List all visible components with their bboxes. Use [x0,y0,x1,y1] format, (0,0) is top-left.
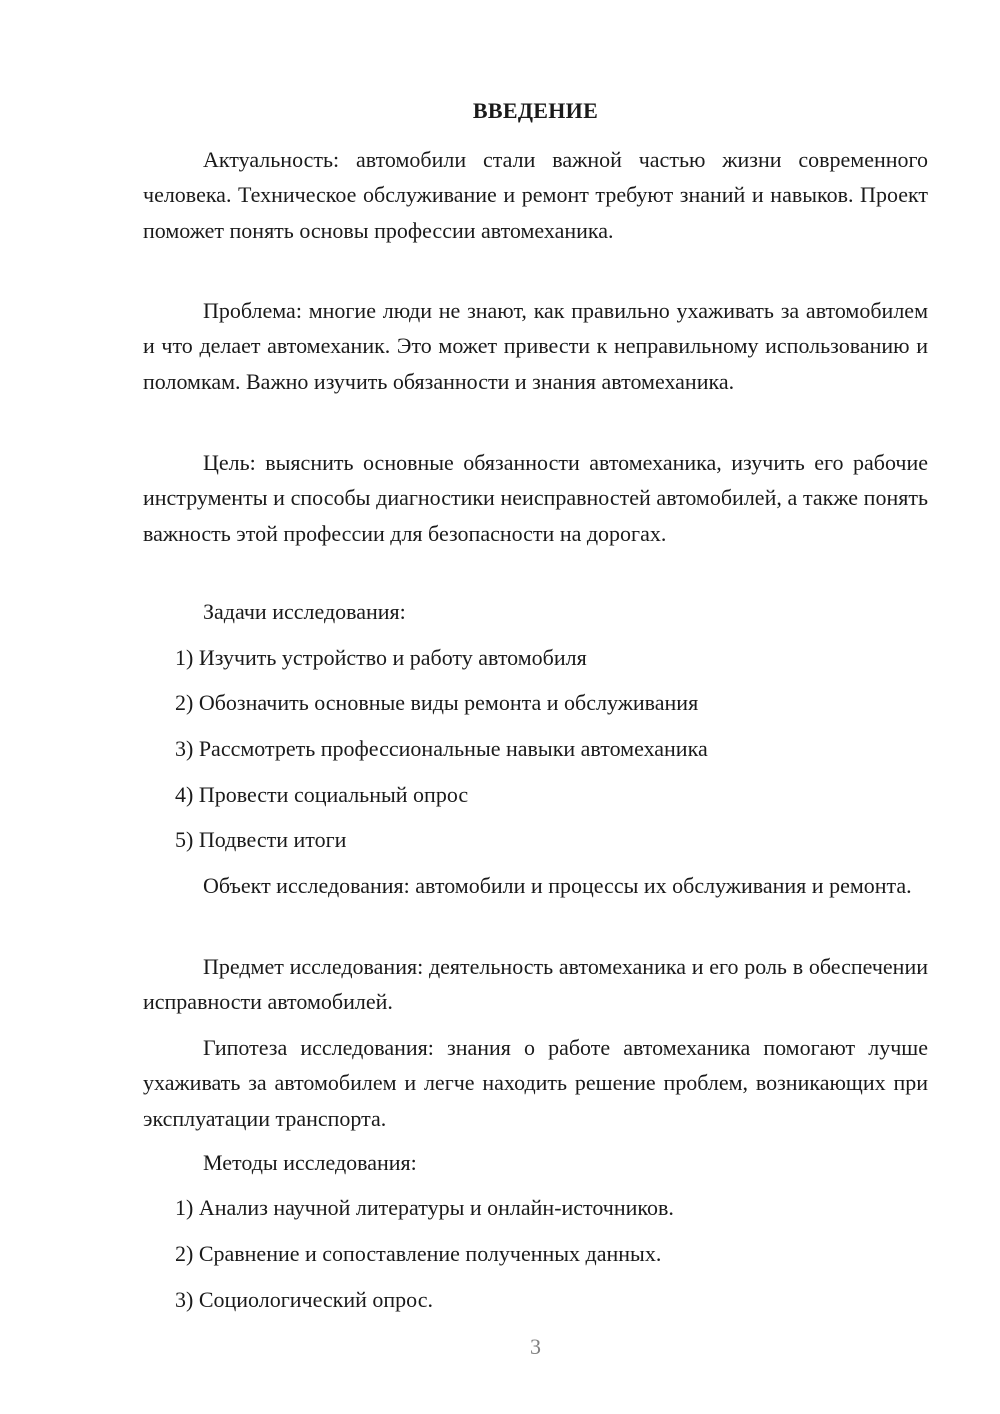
task-item: 5) Подвести итоги [175,827,347,852]
problem-paragraph: Проблема: многие люди не знают, как правильно ухаживать за автомобилем и что делает автомеханик. Это может привести к неправильному использованию и поломкам. Важно изучить обязанности и знания автомеханика. [143,298,928,394]
tasks-heading: Задачи исследования: [203,599,406,624]
page-number: 3 [530,1334,541,1359]
relevance-paragraph: Актуальность: автомобили стали важной частью жизни современного человека. Техническое обслуживание и ремонт требуют знаний и навыков. Проект поможет понять основы профессии автомеханика. [143,147,928,243]
task-item: 2) Обозначить основные виды ремонта и обслуживания [175,690,699,715]
subject-paragraph: Предмет исследования: деятельность автомеханика и его роль в обеспечении исправности автомобилей. [143,954,928,1015]
goal-paragraph: Цель: выяснить основные обязанности автомеханика, изучить его рабочие инструменты и способы диагностики неисправностей автомобилей, а также понять важность этой профессии для безопасности на дорогах. [143,450,928,546]
section-title: ВВЕДЕНИЕ [472,98,599,123]
hypothesis-paragraph: Гипотеза исследования: знания о работе автомеханика помогают лучше ухаживать за автомобилем и легче находить решение проблем, возникающих при эксплуатации транспорта. [143,1035,928,1131]
document-page [143,0,928,1414]
task-item: 1) Изучить устройство и работу автомобиля [175,645,587,670]
object-paragraph: Объект исследования: автомобили и процессы их обслуживания и ремонта. [203,873,912,898]
method-item: 2) Сравнение и сопоставление полученных данных. [175,1241,662,1266]
task-item: 3) Рассмотреть профессиональные навыки автомеханика [175,736,708,761]
method-item: 3) Социологический опрос. [175,1287,433,1312]
methods-heading: Методы исследования: [203,1150,417,1175]
task-item: 4) Провести социальный опрос [175,782,469,807]
method-item: 1) Анализ научной литературы и онлайн-источников. [175,1195,674,1220]
